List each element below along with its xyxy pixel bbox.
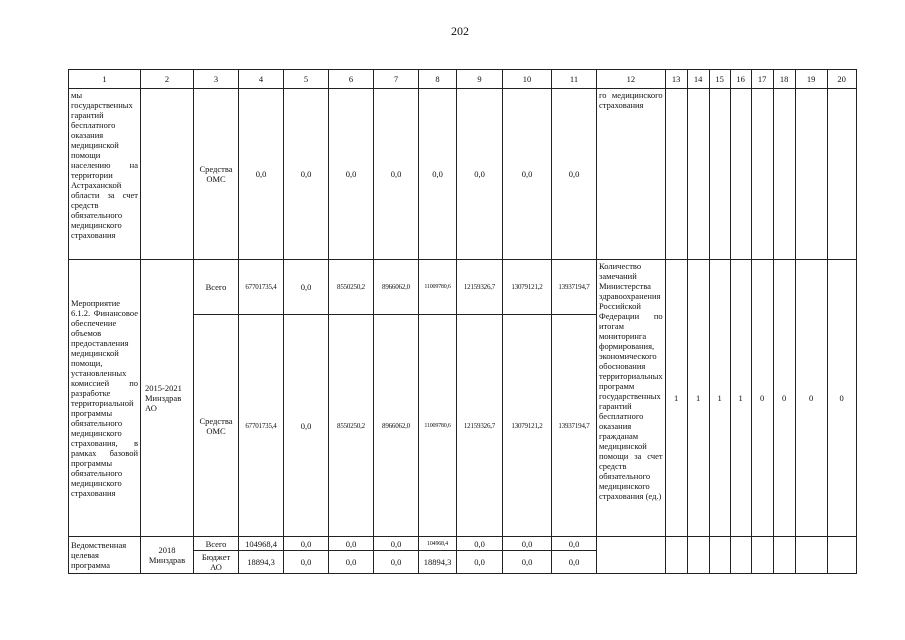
- value-cell: 0,0: [503, 551, 552, 574]
- value-cell: 8966062,0: [374, 315, 419, 537]
- period-cell: [141, 89, 194, 260]
- value-cell: 13937194,7: [552, 260, 597, 315]
- value-cell: 0,0: [284, 260, 329, 315]
- indicator-cell: [730, 89, 751, 260]
- value-cell: 0,0: [457, 89, 503, 260]
- value-cell: 67701735,4: [239, 315, 284, 537]
- indicator-cell: [751, 537, 773, 574]
- value-cell: 13079121,2: [503, 260, 552, 315]
- value-cell: 0,0: [457, 537, 503, 551]
- indicator-cell: [773, 89, 795, 260]
- header-cell: 13: [665, 70, 687, 89]
- value-cell: 8550250,2: [329, 315, 374, 537]
- funding-source: Всего: [194, 537, 239, 551]
- indicator-cell: 0: [827, 260, 856, 537]
- table-row: [69, 537, 857, 551]
- header-cell: 10: [503, 70, 552, 89]
- value-cell: 0,0: [552, 89, 597, 260]
- value-cell: 0,0: [239, 89, 284, 260]
- indicator-cell: [773, 537, 795, 574]
- value-cell: 0,0: [419, 89, 457, 260]
- indicator-cell: [827, 537, 856, 574]
- header-cell: 15: [709, 70, 730, 89]
- header-cell: 6: [329, 70, 374, 89]
- header-cell: 20: [827, 70, 856, 89]
- value-cell: 0,0: [329, 537, 374, 551]
- indicator-description: го медицинского страхования: [597, 89, 666, 260]
- funding-source: Средства ОМС: [194, 89, 239, 260]
- indicator-cell: [751, 89, 773, 260]
- period-cell: 2015-2021 Минздрав АО: [141, 260, 194, 537]
- indicator-cell: 0: [751, 260, 773, 537]
- value-cell: 0,0: [284, 89, 329, 260]
- value-cell: 0,0: [503, 537, 552, 551]
- value-cell: 0,0: [457, 551, 503, 574]
- header-cell: 1: [69, 70, 141, 89]
- measure-description: мы государственных гарантий бесплатного оказания медицинской помощи населению на территории Астраханской области за счет средств обязательного медицинского страхования: [69, 89, 141, 260]
- funding-source: Всего: [194, 260, 239, 315]
- table-row: [69, 89, 857, 260]
- indicator-description: [597, 537, 666, 574]
- indicator-cell: [687, 537, 709, 574]
- header-cell: 2: [141, 70, 194, 89]
- period-cell: 2018 Минздрав: [141, 537, 194, 574]
- value-cell: 0,0: [374, 537, 419, 551]
- indicator-cell: [730, 537, 751, 574]
- indicator-cell: 0: [795, 260, 827, 537]
- header-cell: 5: [284, 70, 329, 89]
- value-cell: 18894,3: [239, 551, 284, 574]
- indicator-cell: 1: [730, 260, 751, 537]
- indicator-cell: [665, 537, 687, 574]
- funding-source: Средства ОМС: [194, 315, 239, 537]
- value-cell: 11009780,6: [419, 260, 457, 315]
- budget-table: [68, 69, 857, 574]
- value-cell: 0,0: [552, 551, 597, 574]
- indicator-cell: 1: [687, 260, 709, 537]
- value-cell: 104968,4: [239, 537, 284, 551]
- value-cell: 67701735,4: [239, 260, 284, 315]
- indicator-cell: [795, 537, 827, 574]
- header-cell: 19: [795, 70, 827, 89]
- measure-description: Ведомственная целевая программа: [69, 537, 141, 574]
- indicator-cell: [687, 89, 709, 260]
- header-cell: 8: [419, 70, 457, 89]
- indicator-cell: 0: [773, 260, 795, 537]
- value-cell: 12159326,7: [457, 315, 503, 537]
- indicator-cell: 1: [665, 260, 687, 537]
- header-cell: 11: [552, 70, 597, 89]
- indicator-cell: [665, 89, 687, 260]
- header-cell: 14: [687, 70, 709, 89]
- indicator-cell: [827, 89, 856, 260]
- header-cell: 17: [751, 70, 773, 89]
- value-cell: 0,0: [284, 315, 329, 537]
- header-cell: 12: [597, 70, 666, 89]
- header-cell: 16: [730, 70, 751, 89]
- indicator-cell: 1: [709, 260, 730, 537]
- value-cell: 13937194,7: [552, 315, 597, 537]
- page-number: 202: [451, 24, 469, 38]
- value-cell: 0,0: [552, 537, 597, 551]
- value-cell: 8550250,2: [329, 260, 374, 315]
- measure-description: Мероприятие 6.1.2. Финансовое обеспечение объемов предоставления медицинской помощи, установленных комиссией по разработке территориальной программы обязательного медицинского страхования, в рамках базовой программы обязательного медицинского страхования: [69, 260, 141, 537]
- indicator-cell: [795, 89, 827, 260]
- table-row: [69, 260, 857, 315]
- value-cell: 8966062,0: [374, 260, 419, 315]
- indicator-cell: [709, 89, 730, 260]
- value-cell: 0,0: [503, 89, 552, 260]
- value-cell: 0,0: [374, 551, 419, 574]
- value-cell: 0,0: [284, 537, 329, 551]
- value-cell: 11009780,6: [419, 315, 457, 537]
- header-cell: 9: [457, 70, 503, 89]
- value-cell: 0,0: [284, 551, 329, 574]
- indicator-description: Количество замечаний Министерства здравоохранения Российской Федерации по итогам мониторинга формирования, экономического обоснования территориальных программ государственных гарантий бесплатного оказания гражданам медицинской помощи за счет средств обязательного медицинского страхования (ед.): [597, 260, 666, 537]
- header-cell: 3: [194, 70, 239, 89]
- value-cell: 0,0: [329, 551, 374, 574]
- value-cell: 0,0: [329, 89, 374, 260]
- value-cell: 13079121,2: [503, 315, 552, 537]
- header-cell: 18: [773, 70, 795, 89]
- header-cell: 4: [239, 70, 284, 89]
- value-cell: 12159326,7: [457, 260, 503, 315]
- header-cell: 7: [374, 70, 419, 89]
- indicator-cell: [709, 537, 730, 574]
- value-cell: 0,0: [374, 89, 419, 260]
- value-cell: 18894,3: [419, 551, 457, 574]
- value-cell: 104968,4: [419, 537, 457, 551]
- header-row: [69, 70, 857, 89]
- funding-source: Бюджет АО: [194, 551, 239, 574]
